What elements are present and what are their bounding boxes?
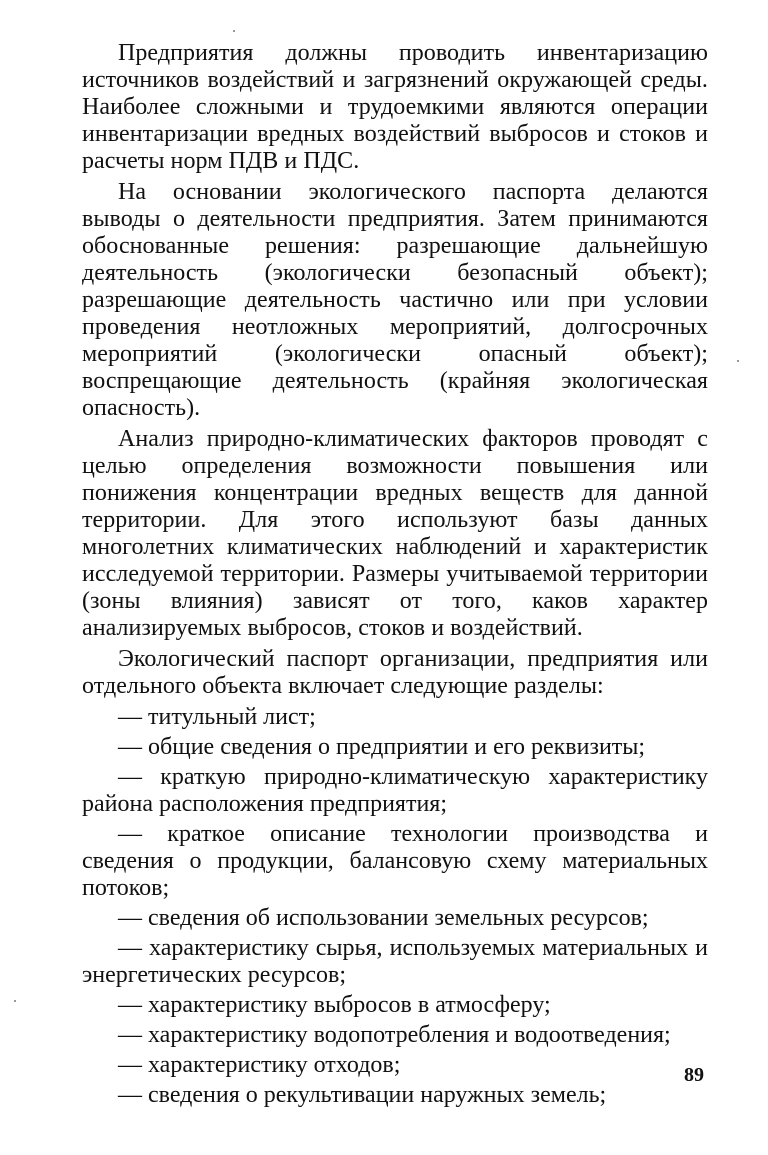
list-item: — общие сведения о предприятии и его реквизиты; [118, 734, 646, 760]
paragraph-conclusions: На основании экологического паспорта делаются выводы о деятельности предприятия. Затем принимаются обоснованные решения: разрешающие дальнейшую деятельность (экологически безопасный объект); разрешающие деятельность частично или при условии проведения неотложных мероприятий, долгосрочных мероприятий (экологически опасный объект); воспрещающие деятельность (крайняя экологическая опасность). [82, 179, 708, 421]
scan-speck [737, 360, 739, 362]
list-item: — сведения о рекультивации наружных земель; [118, 1082, 607, 1108]
passport-sections-list [82, 704, 708, 1109]
list-item: — характеристику водопотребления и водоотведения; [118, 1022, 671, 1048]
paragraph-inventory: Предприятия должны проводить инвентаризацию источников воздействий и загрязнений окружающей среды. Наиболее сложными и трудоемкими являются операции инвентаризации вредных воздействий выбросов и стоков и расчеты норм ПДВ и ПДС. [82, 40, 708, 174]
list-item: — характеристику отходов; [118, 1052, 401, 1078]
paragraph-climate-analysis: Анализ природно-климатических факторов проводят с целью определения возможности повышения или понижения концентрации вредных веществ для данной территории. Для этого используют базы данных многолетних климатических наблюдений и характеристик исследуемой территории. Размеры учитываемой территории (зоны влияния) зависят от того, каков характер анализируемых выбросов, стоков и воздействий. [82, 426, 708, 641]
list-item: — краткое описание технологии производства и сведения о продукции, балансовую схему материальных потоков; [82, 821, 708, 901]
scan-speck [14, 1000, 16, 1002]
page-number: 89 [684, 1064, 704, 1086]
list-item: — сведения об использовании земельных ресурсов; [118, 905, 649, 931]
page-body [82, 40, 708, 1112]
scan-speck [233, 30, 235, 32]
list-item: — титульный лист; [118, 704, 316, 730]
list-item: — краткую природно-климатическую характеристику района расположения предприятия; [82, 764, 708, 817]
list-item: — характеристику выбросов в атмосферу; [118, 992, 551, 1018]
paragraph-passport-sections-intro: Экологический паспорт организации, предприятия или отдельного объекта включает следующие разделы: [82, 646, 708, 699]
list-item: — характеристику сырья, используемых материальных и энергетических ресурсов; [82, 935, 708, 988]
